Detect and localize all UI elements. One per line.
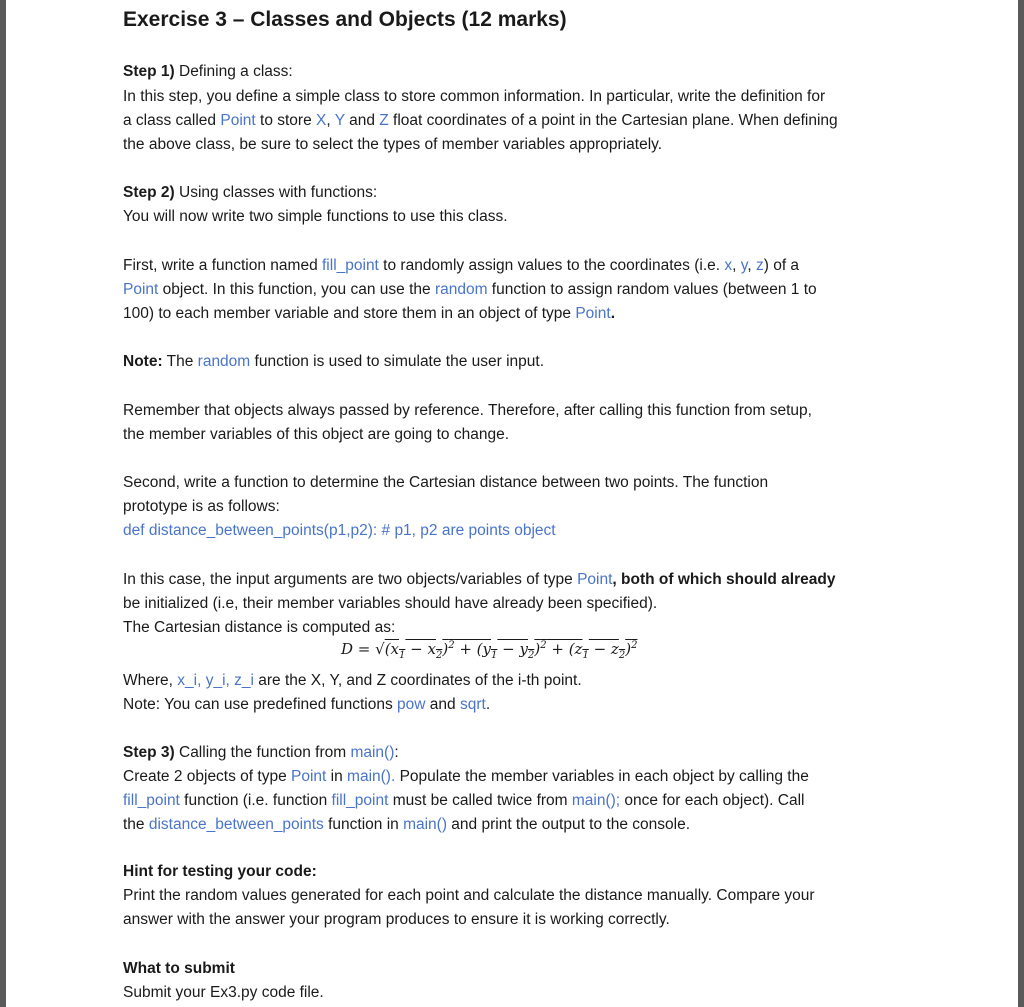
- step2-para1-line-2: Point object. In this function, you can use the random function to assign random values (between 1 to: [123, 281, 817, 298]
- step2-remember-line-1: Remember that objects always passed by reference. Therefore, after calling this function from setup,: [123, 402, 812, 419]
- hint-heading: Hint for testing your code:: [123, 863, 317, 880]
- step2-where: Where, x_i, y_i, z_i are the X, Y, and Z coordinates of the i-th point.: [123, 672, 582, 689]
- hint-line-1: Print the random values generated for each point and calculate the distance manually. Compare your: [123, 887, 815, 904]
- step1-heading: Step 1) Defining a class:: [123, 63, 293, 80]
- step2-note: Note: The random function is used to simulate the user input.: [123, 353, 545, 370]
- step1-line-2: a class called Point to store X, Y and Z float coordinates of a point in the Cartesian plane. When defining: [123, 112, 838, 129]
- step2-para1-line-1: First, write a function named fill_point to randomly assign values to the coordinates (i.e. x, y, z) of a: [123, 257, 800, 274]
- function-prototype: def distance_between_points(p1,p2): # p1, p2 are points object: [123, 522, 556, 539]
- document-page: [6, 0, 1018, 1007]
- step2-para1-line-3: 100) to each member variable and store them in an object of type Point.: [123, 305, 615, 322]
- distance-formula: $D = √(x_1 - x_2)^2 + (y_1 - y_2)^2 + (z_1 - z_2)^2$: [341, 640, 638, 661]
- step2-case-line-2: be initialized (i.e, their member variables should have already been specified).: [123, 595, 658, 612]
- submit-line-1: Submit your Ex3.py code file.: [123, 984, 324, 1001]
- step2-case-line-3: The Cartesian distance is computed as:: [123, 619, 396, 636]
- step2-remember-line-2: the member variables of this object are going to change.: [123, 426, 510, 443]
- step1-line-1: In this step, you define a simple class to store common information. In particular, write the definition for: [123, 88, 826, 105]
- submit-heading: What to submit: [123, 960, 235, 977]
- step1-line-3: the above class, be sure to select the types of member variables appropriately.: [123, 136, 663, 153]
- step3-line-3: the distance_between_points function in main() and print the output to the console.: [123, 816, 691, 833]
- step2-second-line-2: prototype is as follows:: [123, 498, 280, 515]
- step2-second-line-1: Second, write a function to determine the Cartesian distance between two points. The function: [123, 474, 769, 491]
- step3-heading: Step 3) Calling the function from main():: [123, 744, 399, 761]
- step2-note2: Note: You can use predefined functions pow and sqrt.: [123, 696, 491, 713]
- step3-line-1: Create 2 objects of type Point in main(). Populate the member variables in each object by calling the: [123, 768, 809, 785]
- step3-line-2: fill_point function (i.e. function fill_point must be called twice from main(); once for each object). Call: [123, 792, 805, 809]
- step2-intro: You will now write two simple functions to use this class.: [123, 208, 508, 225]
- hint-line-2: answer with the answer your program produces to ensure it is working correctly.: [123, 911, 670, 928]
- step2-heading: Step 2) Using classes with functions:: [123, 184, 378, 201]
- page-title: Exercise 3 – Classes and Objects (12 marks): [123, 8, 567, 31]
- step2-case-line-1: In this case, the input arguments are two objects/variables of type Point, both of which should already: [123, 571, 836, 588]
